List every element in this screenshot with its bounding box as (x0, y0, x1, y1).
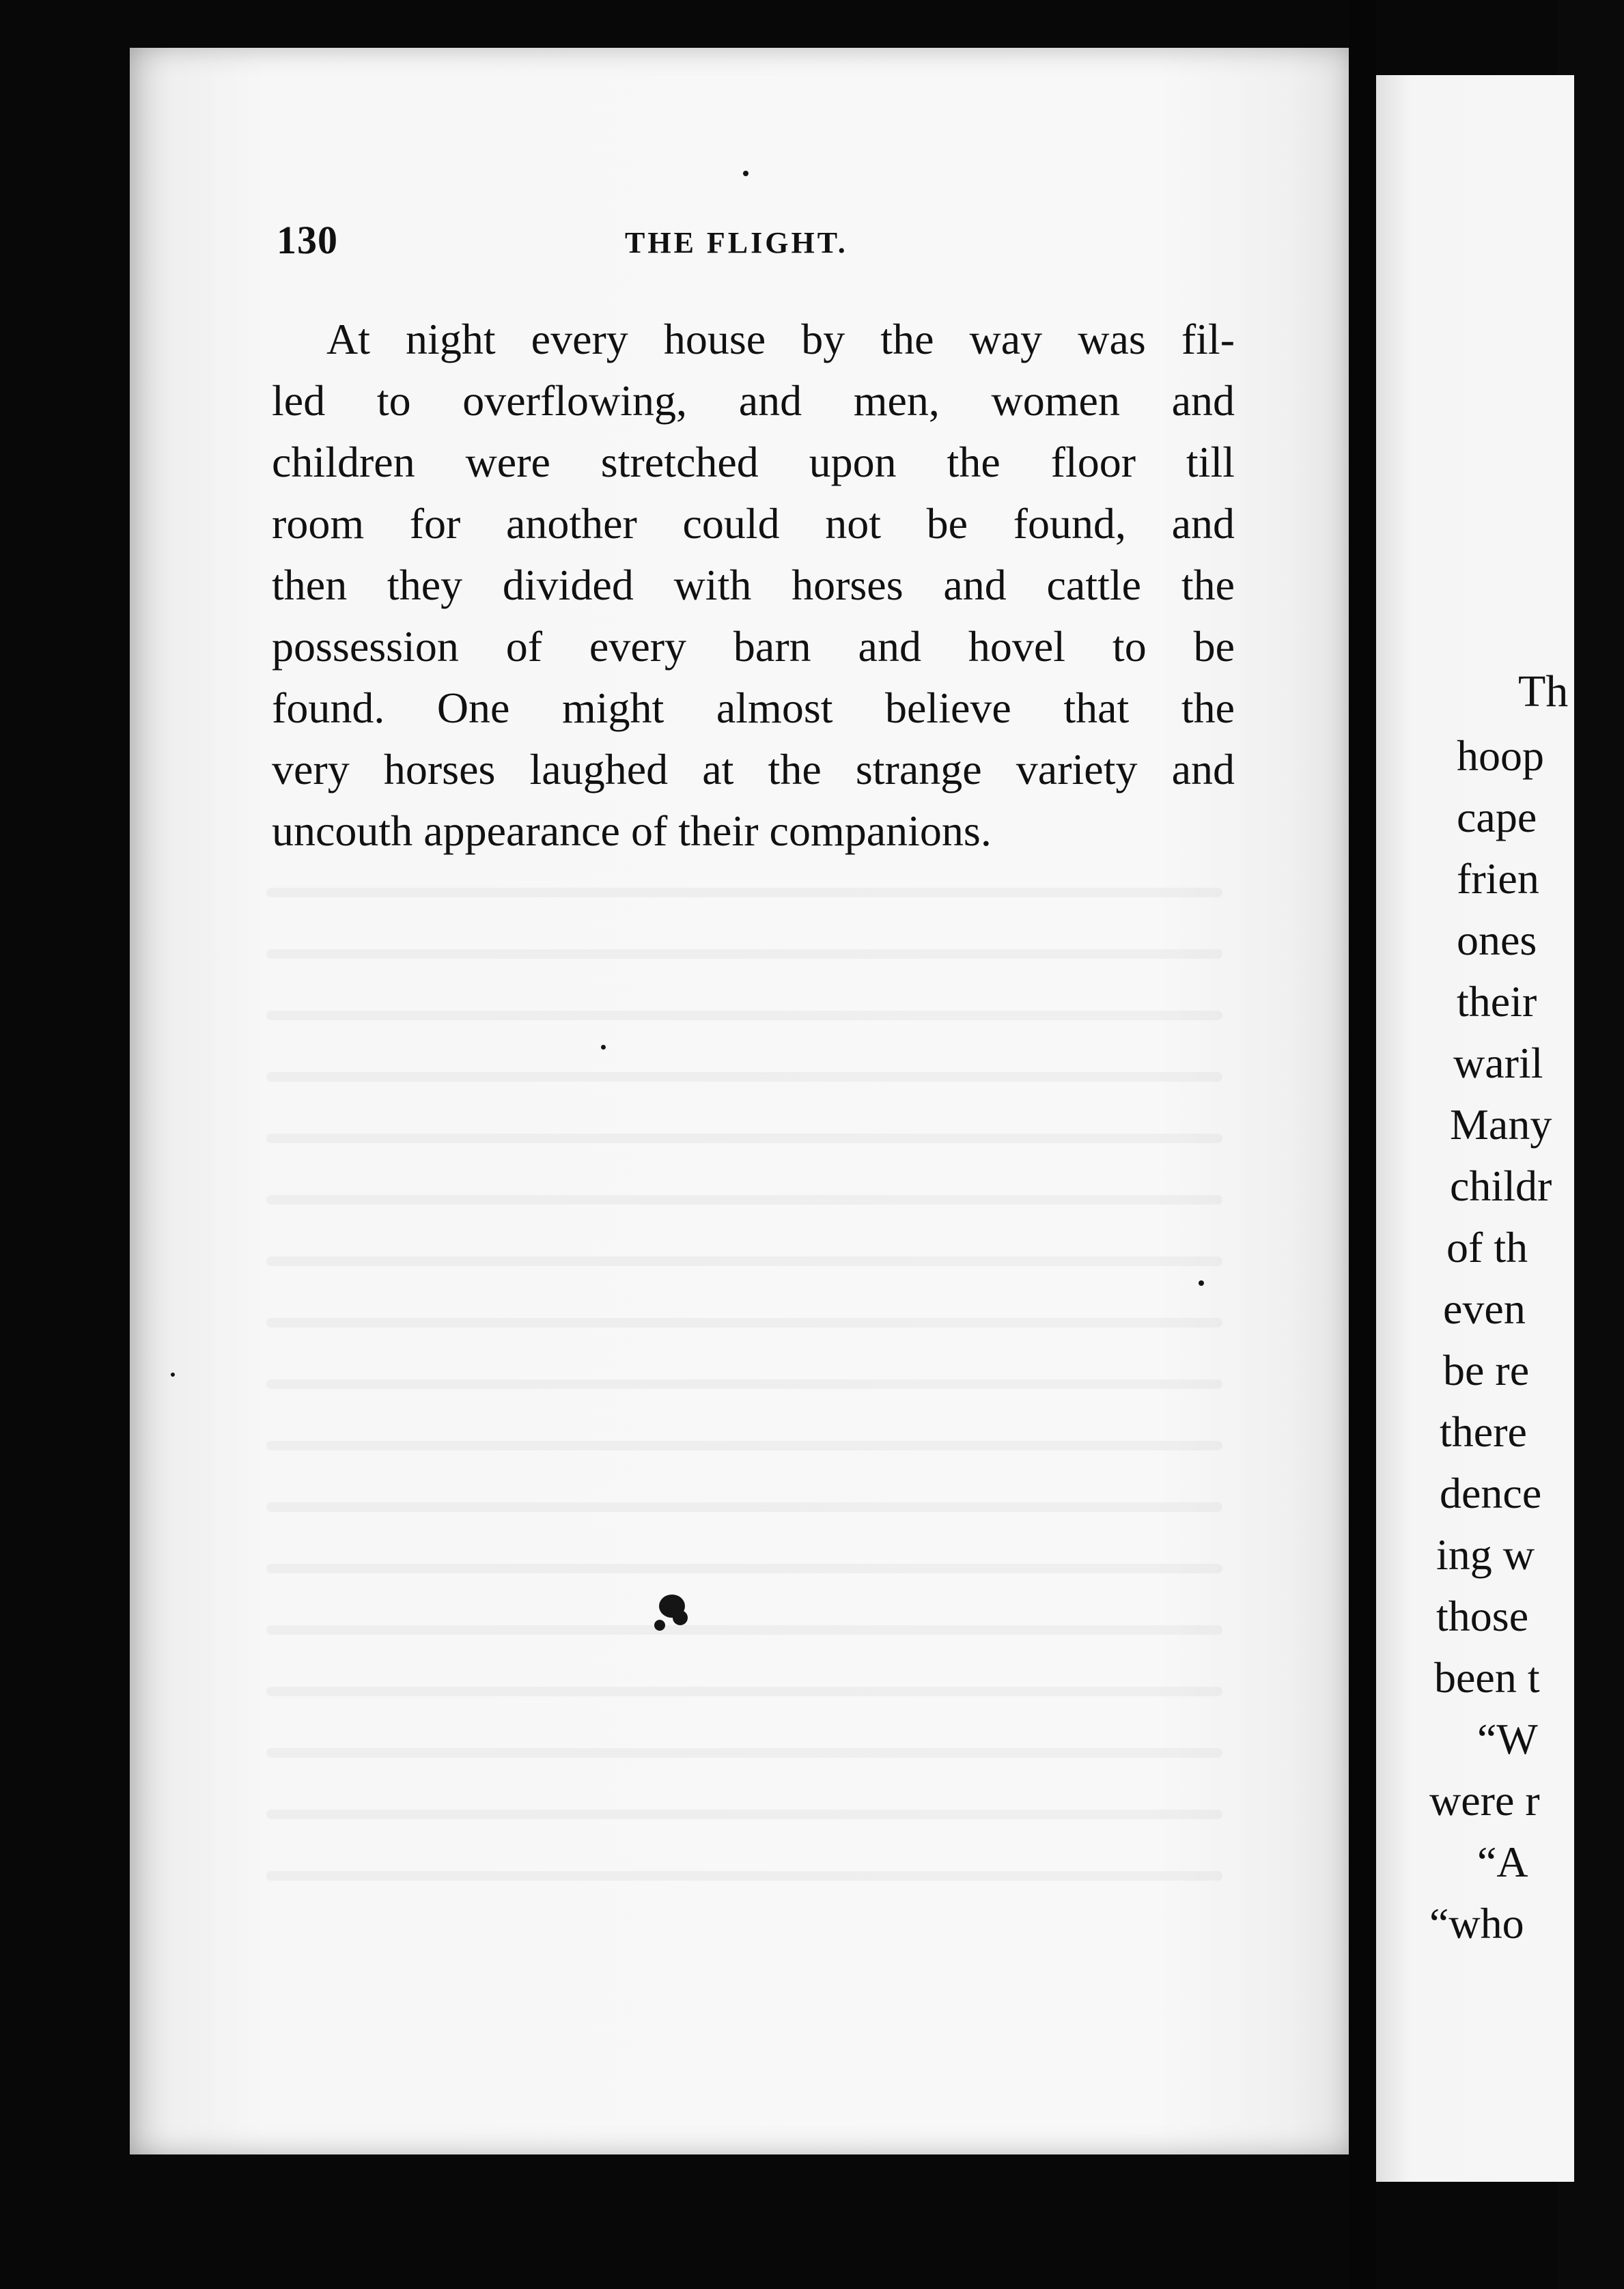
page-number: 130 (277, 218, 338, 262)
facing-line: frien (1457, 854, 1539, 903)
facing-line: ing w (1436, 1530, 1535, 1579)
facing-line: waril (1453, 1039, 1543, 1087)
facing-line: cape (1457, 793, 1537, 841)
facing-line: ones (1457, 916, 1537, 964)
facing-line: “W (1477, 1715, 1538, 1763)
facing-line: their (1457, 977, 1537, 1026)
text-line: At night every house by the way was fil- (326, 315, 1235, 363)
facing-line: dence (1440, 1469, 1542, 1517)
facing-line: Th (1518, 666, 1569, 716)
facing-line: there (1440, 1407, 1527, 1456)
running-head (277, 217, 1233, 272)
text-line: children were stretched upon the floor till (272, 438, 1235, 486)
body-paragraph (272, 309, 1235, 862)
text-line: room for another could not be found, and (272, 499, 1235, 548)
facing-line: be re (1443, 1346, 1530, 1394)
facing-line: those (1436, 1592, 1529, 1640)
facing-line: of th (1446, 1223, 1528, 1272)
facing-line: even (1443, 1284, 1526, 1333)
facing-line: “who (1429, 1899, 1524, 1948)
text-line: then they divided with horses and cattle the (272, 561, 1235, 609)
facing-line: hoop (1457, 731, 1544, 780)
page-title: THE FLIGHT. (625, 226, 848, 259)
text-line: found. One might almost believe that the (272, 684, 1235, 732)
facing-line: “A (1477, 1838, 1528, 1886)
facing-line: childr (1450, 1162, 1552, 1210)
facing-line: been t (1434, 1653, 1540, 1702)
text-line: led to overflowing, and men, women and (272, 376, 1235, 425)
facing-line: Many (1450, 1100, 1552, 1149)
text-line: possession of every barn and hovel to be (272, 622, 1235, 671)
page-gutter (1349, 0, 1376, 2289)
text-line: very horses laughed at the strange variety and (272, 745, 1235, 794)
facing-line: were r (1429, 1776, 1540, 1825)
text-line: uncouth appearance of their companions. (272, 806, 992, 855)
